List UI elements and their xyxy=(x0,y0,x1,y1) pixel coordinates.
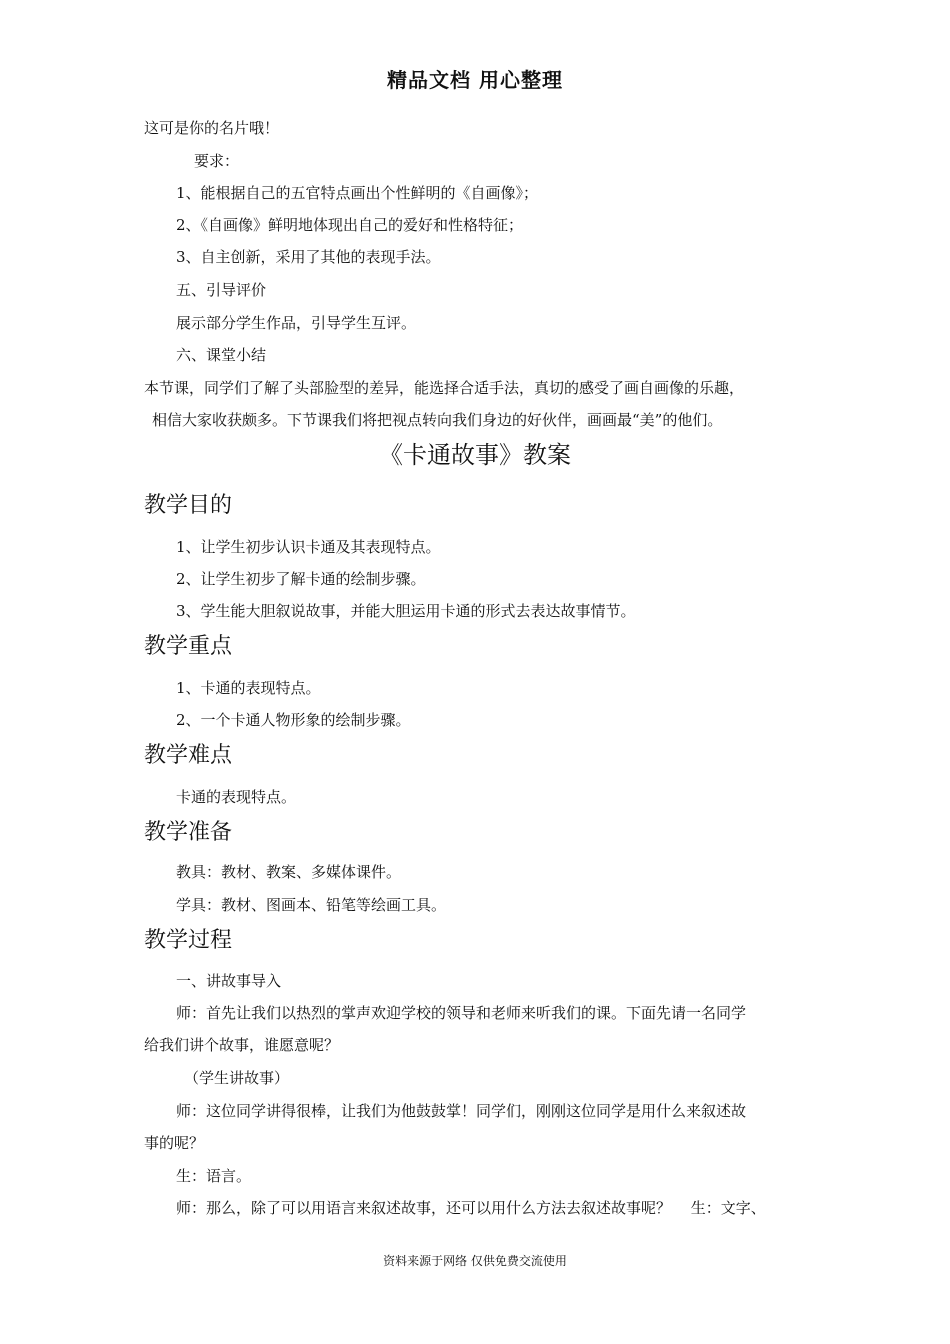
list-item: 师：那么，除了可以用语言来叙述故事，还可以用什么方法去叙述故事呢？ 生：文字、 xyxy=(176,1199,766,1217)
intro-line: 本节课，同学们了解了头部脸型的差异，能选择合适手法，真切的感受了画自画像的乐趣， xyxy=(144,379,745,397)
list-item: 1、让学生初步认识卡通及其表现特点。 xyxy=(176,538,441,556)
intro-line: 2、《自画像》鲜明地体现出自己的爱好和性格特征； xyxy=(176,216,524,234)
list-item: 2、让学生初步了解卡通的绘制步骤。 xyxy=(176,570,426,588)
section-heading: 教学重点 xyxy=(144,634,233,659)
list-item: 给我们讲个故事，谁愿意呢？ xyxy=(144,1036,340,1054)
list-item: 卡通的表现特点。 xyxy=(176,788,297,806)
list-item: 一、讲故事导入 xyxy=(176,972,282,990)
list-item: 3、学生能大胆叙说故事，并能大胆运用卡通的形式去表达故事情节。 xyxy=(176,602,636,620)
intro-line: 展示部分学生作品，引导学生互评。 xyxy=(176,314,417,332)
section-heading: 教学过程 xyxy=(144,928,233,953)
list-item: 生：语言。 xyxy=(176,1167,252,1185)
section-heading: 教学目的 xyxy=(144,493,233,518)
list-item: 师：这位同学讲得很棒，让我们为他鼓鼓掌！同学们，刚刚这位同学是用什么来叙述故 xyxy=(176,1102,747,1120)
section-heading: 教学难点 xyxy=(144,743,233,768)
page-footer: 资料来源于网络 仅供免费交流使用 xyxy=(383,1254,567,1268)
intro-line: 1、能根据自己的五官特点画出个性鲜明的《自画像》； xyxy=(176,184,539,202)
list-item: 事的呢？ xyxy=(144,1134,205,1152)
list-item: 学具：教材、图画本、铅笔等绘画工具。 xyxy=(176,896,447,914)
intro-line: 六、课堂小结 xyxy=(176,346,267,364)
list-item: 1、卡通的表现特点。 xyxy=(176,679,321,697)
intro-line: 这可是你的名片哦！ xyxy=(144,119,280,137)
intro-line: 要求： xyxy=(194,152,240,170)
section-heading: 教学准备 xyxy=(144,820,233,845)
intro-line: 五、引导评价 xyxy=(176,281,267,299)
page-header: 精品文档 用心整理 xyxy=(387,68,563,92)
intro-line: 相信大家收获颇多。下节课我们将把视点转向我们身边的好伙伴，画画最“美”的他们。 xyxy=(152,411,723,429)
intro-line: 3、自主创新，采用了其他的表现手法。 xyxy=(176,248,441,266)
list-item: 2、一个卡通人物形象的绘制步骤。 xyxy=(176,711,411,729)
document-title: 《卡通故事》教案 xyxy=(379,441,571,469)
list-item: （学生讲故事） xyxy=(184,1069,290,1087)
list-item: 师：首先让我们以热烈的掌声欢迎学校的领导和老师来听我们的课。下面先请一名同学 xyxy=(176,1004,747,1022)
list-item: 教具：教材、教案、多媒体课件。 xyxy=(176,863,402,881)
